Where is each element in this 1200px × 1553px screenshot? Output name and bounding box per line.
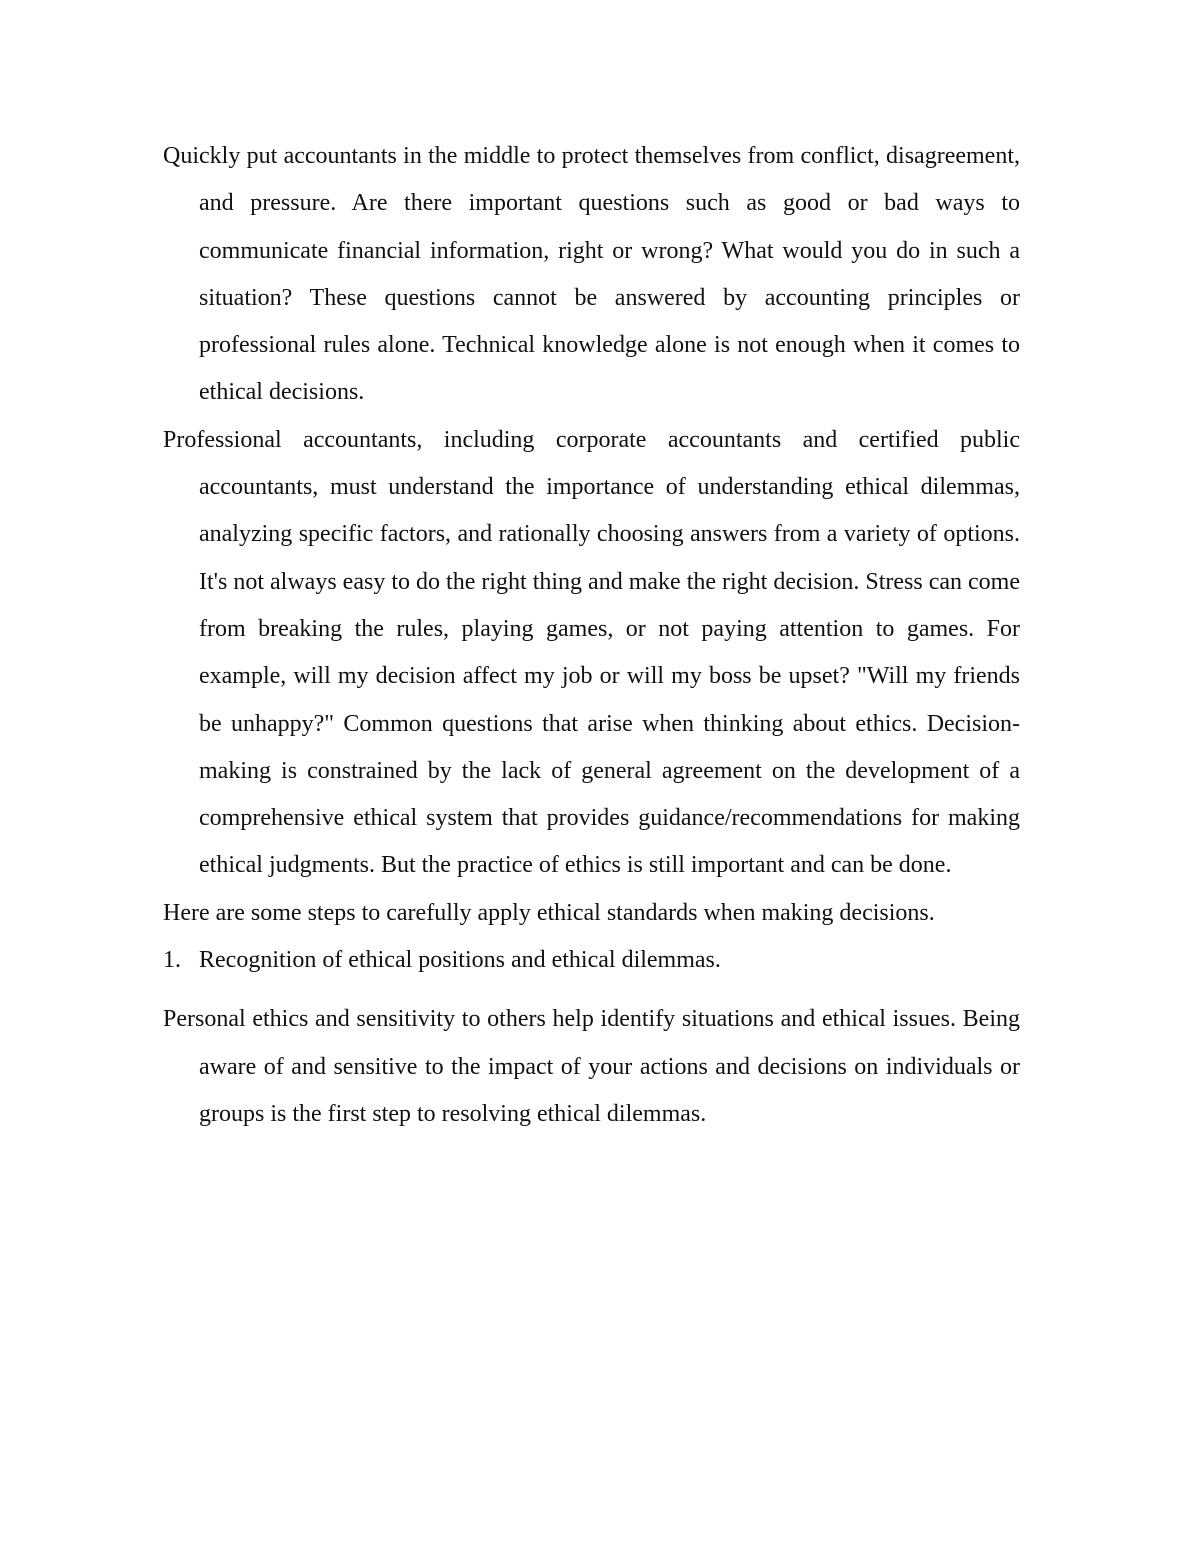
paragraph-professional-accountants: Professional accountants, including corporate accountants and certified public accountants, must understand the importance of understanding ethical dilemmas, analyzing specific factors, and rationally choosing answers from a variety of options. It's not always easy to do the right thing and make the right decision. Stress can come from breaking the rules, playing games, or not paying attention to games. For example, will my decision affect my job or will my boss be upset? "Will my friends be unhappy?" Common questions that arise when thinking about ethics. Decision-making is constrained by the lack of general agreement on the development of a comprehensive ethical system that provides guidance/recommendations for making ethical judgments. But the practice of ethics is still important and can be done. [163, 426, 1020, 879]
document-body [163, 133, 1020, 1138]
paragraph-intro: Quickly put accountants in the middle to protect themselves from conflict, disagreement, and pressure. Are there important questions such as good or bad ways to communicate financial information, right or wrong? What would you do in such a situation? These questions cannot be answered by accounting principles or professional rules alone. Technical knowledge alone is not enough when it comes to ethical decisions. [163, 143, 1020, 406]
paragraph-steps-intro: Here are some steps to carefully apply ethical standards when making decisions. [163, 899, 935, 926]
list-item [163, 937, 1020, 984]
paragraph-personal-ethics: Personal ethics and sensitivity to others help identify situations and ethical issues. Being aware of and sensitive to the impact of your actions and decisions on individuals or groups is the first step to resolving ethical dilemmas. [163, 1006, 1020, 1127]
list-item-number: 1. [163, 947, 181, 974]
list-item-text: Recognition of ethical positions and ethical dilemmas. [199, 947, 721, 974]
